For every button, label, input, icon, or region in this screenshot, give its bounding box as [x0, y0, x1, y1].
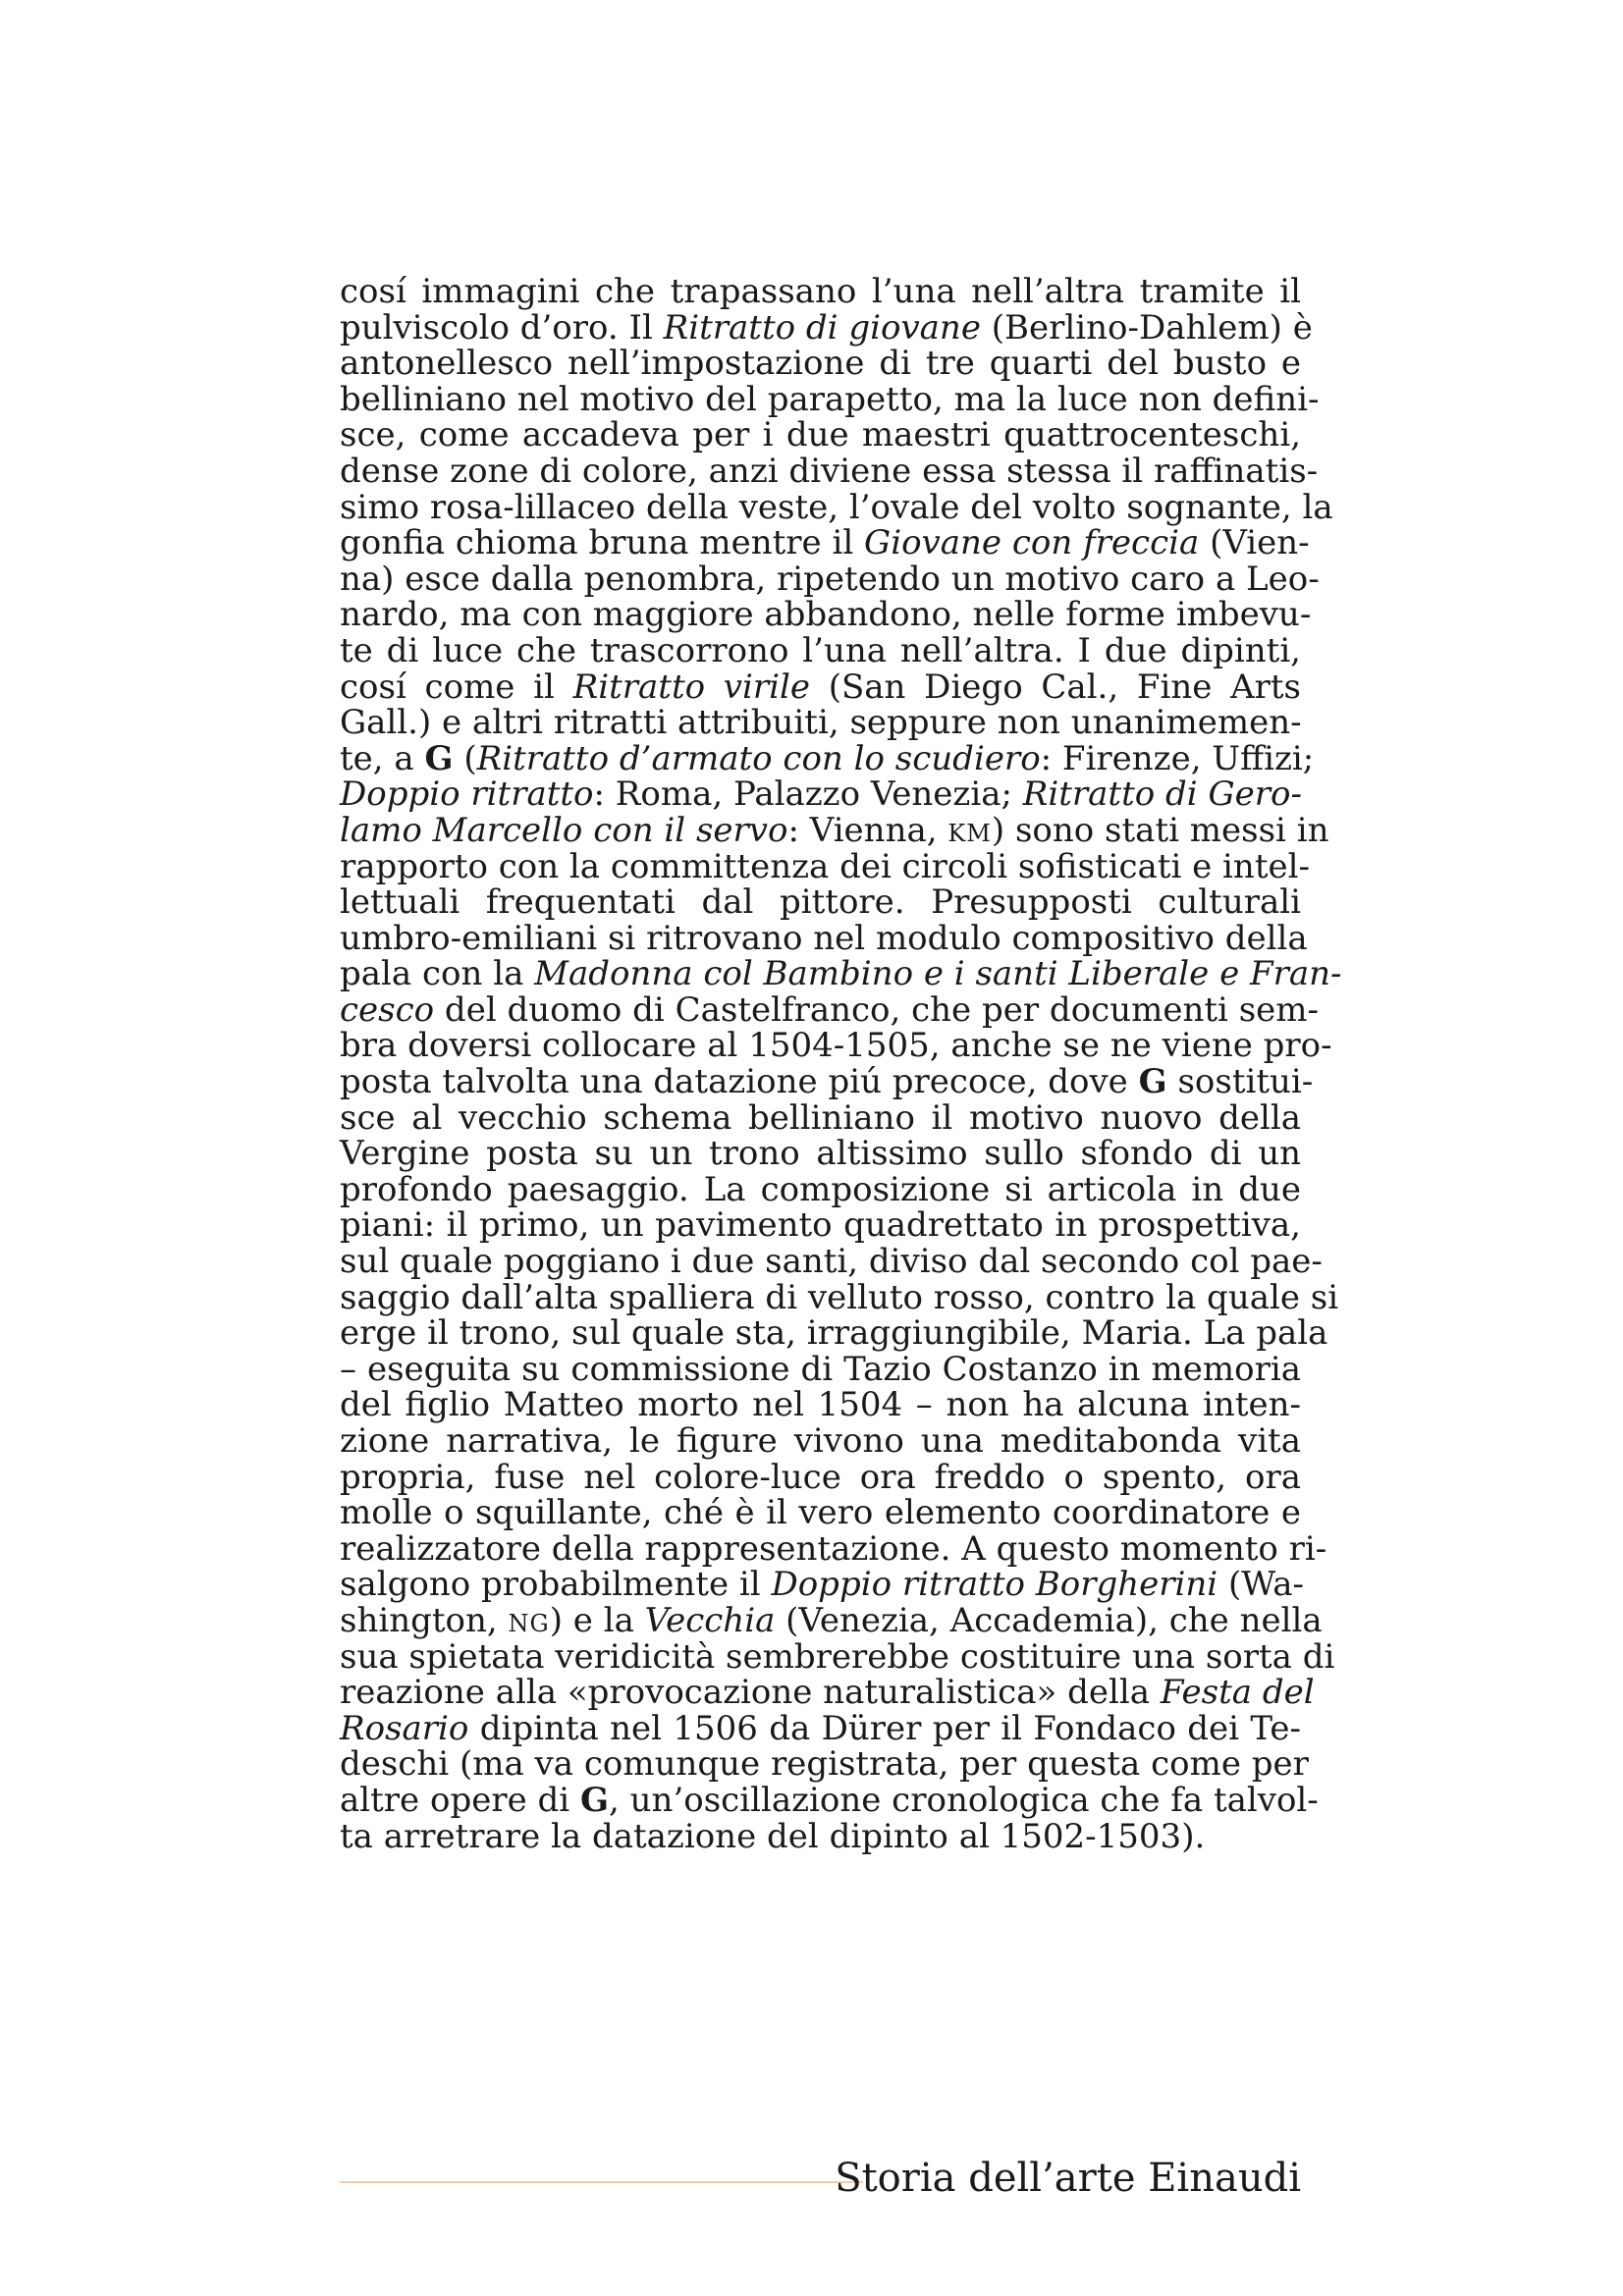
text-run: sce, come accadeva per i due maestri quattrocenteschi,: [340, 415, 1301, 455]
text-run: altre opere di: [340, 1780, 580, 1820]
text-run: , un’oscillazione cronologica che fa talvol-: [609, 1780, 1319, 1820]
footer-title: Storia dell’arte Einaudi: [835, 2156, 1301, 2201]
italic-title: Doppio ritratto Borgherini: [771, 1565, 1218, 1605]
text-run: realizzatore della rappresentazione. A questo momento ri-: [340, 1528, 1327, 1569]
text-line: [340, 274, 1301, 310]
text-run: cosí immagini che trapassano l’una nell’altra tramite il: [340, 272, 1301, 311]
text-line: [340, 1277, 1339, 1317]
text-line: [340, 1136, 1301, 1172]
text-run: sul quale poggiano i due santi, diviso dal secondo col pae-: [340, 1242, 1323, 1282]
bold-initial: G: [424, 738, 454, 778]
text-run: ta arretrare la datazione del dipinto al 1502-1503).: [340, 1816, 1206, 1856]
text-run: profondo paesaggio. La composizione si articola in due: [340, 1169, 1301, 1209]
text-line: [340, 1062, 1314, 1102]
text-line: [340, 989, 1320, 1030]
text-run: reazione alla «provocazione naturalistica» della: [340, 1673, 1161, 1713]
text-line: [340, 1097, 1301, 1138]
text-run: lettuali frequentati dal pittore. Presupposti culturali: [340, 882, 1301, 923]
text-line: [340, 630, 1301, 670]
text-line: [340, 451, 1319, 491]
text-run: cosí come il: [340, 667, 573, 707]
italic-title: lamo Marcello con il servo: [340, 810, 788, 850]
text-run: ) e la: [549, 1600, 645, 1640]
text-line: [340, 918, 1308, 958]
text-run: molle o squillante, ché è il vero elemento coordinatore e: [340, 1493, 1301, 1533]
text-run: (Vien-: [1199, 523, 1310, 563]
text-line: [340, 1387, 1301, 1423]
text-line: [340, 738, 1315, 778]
text-line: [340, 1565, 1304, 1605]
text-line: [340, 307, 1313, 347]
text-run: (Venezia, Accademia), che nella: [775, 1600, 1323, 1640]
text-run: salgono probabilmente il: [340, 1565, 772, 1605]
text-run: rapporto con la committenza dei circoli sofisticati e intel-: [340, 846, 1310, 886]
italic-title: Vecchia: [644, 1600, 776, 1640]
text-run: (Wa-: [1217, 1565, 1304, 1605]
text-line: [340, 1207, 1301, 1244]
text-line: [340, 417, 1301, 454]
italic-title: Festa del: [1160, 1673, 1315, 1713]
text-run: te, a: [340, 738, 425, 778]
text-run: : Vienna,: [787, 810, 948, 850]
text-run: belliniano nel motivo del parapetto, ma la luce non defini-: [340, 379, 1320, 419]
italic-title: Giovane con freccia: [864, 523, 1200, 563]
body-text: [340, 272, 1342, 1856]
text-line: [340, 1423, 1301, 1460]
text-run: dense zone di colore, anzi diviene essa stessa il raffinatis-: [340, 451, 1319, 491]
text-line: [340, 1636, 1335, 1677]
text-run: (Berlino-Dahlem) è: [980, 307, 1313, 347]
text-run: zione narrativa, le figure vivono una meditabonda vita: [340, 1421, 1301, 1461]
text-run: gonfia chioma bruna mentre il: [340, 523, 865, 563]
text-line: [340, 1349, 1301, 1389]
text-line: [340, 595, 1312, 635]
text-run: (: [453, 738, 477, 778]
text-run: ) sono stati messi in: [991, 810, 1329, 850]
small-caps-abbr: KM: [947, 819, 992, 847]
text-line: [340, 1528, 1327, 1569]
italic-title: Ritratto di giovane: [663, 307, 981, 347]
text-line: [340, 776, 1301, 813]
text-run: (San Diego Cal., Fine Arts: [810, 667, 1302, 707]
text-run: posta talvolta una datazione piú precoce, dove: [340, 1062, 1139, 1102]
text-run: antonellesco nell’impostazione di tre quarti del busto e: [340, 344, 1301, 384]
text-line: [340, 669, 1301, 706]
text-line: [340, 559, 1320, 599]
text-run: Vergine posta su un trono altissimo sullo sfondo di un: [340, 1134, 1301, 1174]
text-line: [340, 1242, 1323, 1282]
text-line: [340, 846, 1310, 886]
text-line: [340, 1313, 1328, 1354]
text-line: [340, 1026, 1332, 1066]
text-line: [340, 1495, 1301, 1531]
italic-title: Ritratto di Gero-: [1022, 774, 1302, 815]
text-run: simo rosa-lillaceo della veste, l’ovale del volto sognante, la: [340, 487, 1333, 527]
text-line: [340, 487, 1333, 527]
italic-title: Ritratto virile: [572, 667, 811, 707]
italic-title: Rosario: [340, 1708, 469, 1748]
text-line: [340, 1169, 1301, 1209]
footer-rule: [340, 2181, 863, 2183]
small-caps-abbr: NG: [508, 1609, 550, 1637]
text-line: [340, 523, 1310, 563]
page-footer: [340, 2156, 1301, 2201]
text-run: pulviscolo d’oro. Il: [340, 307, 664, 347]
text-run: propria, fuse nel colore-luce ora freddo o spento, ora: [340, 1457, 1301, 1497]
bold-initial: G: [579, 1780, 610, 1820]
italic-title: Doppio ritratto: [340, 774, 594, 815]
text-line: [340, 705, 1301, 741]
text-run: shington,: [340, 1600, 509, 1640]
text-line: [340, 1816, 1301, 1856]
text-run: bra doversi collocare al 1504-1505, anche se ne viene pro-: [340, 1026, 1332, 1066]
text-line: [340, 379, 1320, 419]
text-run: sce al vecchio schema belliniano il motivo nuovo della: [340, 1097, 1301, 1138]
text-run: pala con la: [340, 954, 535, 994]
text-line: [340, 1708, 1301, 1748]
text-run: na) esce dalla penombra, ripetendo un motivo caro a Leo-: [340, 559, 1320, 599]
text-line: [340, 1600, 1323, 1640]
text-run: nardo, ma con maggiore abbandono, nelle forme imbevu-: [340, 595, 1312, 635]
bold-initial: G: [1138, 1062, 1167, 1102]
text-run: – eseguita su commissione di Tazio Costanzo in memoria: [340, 1349, 1301, 1389]
text-line: [340, 346, 1301, 382]
text-run: umbro-emiliani si ritrovano nel modulo compositivo della: [340, 918, 1308, 958]
text-run: Gall.) e altri ritratti attribuiti, seppure non unanimemen-: [340, 703, 1302, 743]
text-run: erge il trono, sul quale sta, irraggiungibile, Maria. La pala: [340, 1313, 1328, 1354]
text-run: dipinta nel 1506 da Dürer per il Fondaco dei Te-: [468, 1708, 1301, 1748]
text-line: [340, 954, 1342, 994]
text-run: saggio dall’alta spalliera di velluto rosso, contro la quale si: [340, 1277, 1339, 1317]
text-run: del duomo di Castelfranco, che per documenti sem-: [434, 989, 1320, 1030]
italic-title: Madonna col Bambino e i santi Liberale e Fran-: [534, 954, 1342, 994]
text-run: : Firenze, Uffizi;: [1040, 738, 1315, 778]
text-run: sostitui-: [1166, 1062, 1314, 1102]
text-line: [340, 1780, 1319, 1820]
text-run: te di luce che trascorrono l’una nell’altra. I due dipinti,: [340, 630, 1301, 670]
text-run: sua spietata veridicità sembrerebbe costituire una sorta di: [340, 1636, 1335, 1677]
text-run: del figlio Matteo morto nel 1504 – non ha alcuna inten-: [340, 1385, 1301, 1425]
text-line: [340, 884, 1301, 921]
text-line: [340, 1457, 1301, 1497]
text-line: [340, 1673, 1315, 1713]
text-run: : Roma, Palazzo Venezia;: [593, 774, 1023, 815]
text-line: [340, 810, 1329, 850]
text-run: deschi (ma va comunque registrata, per questa come per: [340, 1744, 1309, 1785]
text-run: piani: il primo, un pavimento quadrettato in prospettiva,: [340, 1205, 1301, 1246]
text-line: [340, 1744, 1309, 1785]
italic-title: Ritratto d’armato con lo scudiero: [476, 738, 1041, 778]
italic-title: cesco: [340, 989, 435, 1030]
